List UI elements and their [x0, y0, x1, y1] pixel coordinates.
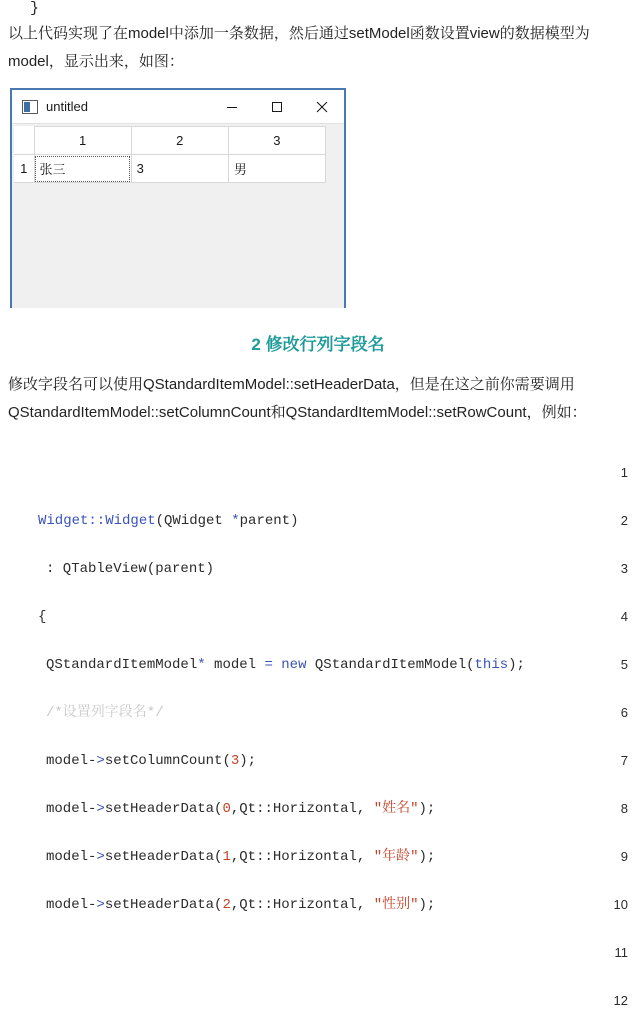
close-icon[interactable]: [299, 90, 344, 123]
qt-titlebar: [12, 90, 344, 124]
section-heading: 2 修改行列字段名: [251, 335, 385, 354]
column-header-2[interactable]: 2: [131, 127, 228, 155]
intro-paragraph: 以上代码实现了在model中添加一条数据，然后通过setModel函数设置view的数据模型为model，显示出来，如图：: [8, 25, 590, 70]
row-header-1[interactable]: 1: [14, 155, 34, 183]
column-header-1[interactable]: 1: [34, 127, 131, 155]
cell-r1c3[interactable]: 男: [228, 155, 325, 183]
line-number: 5: [620, 657, 628, 672]
line-number: 9: [620, 849, 628, 864]
code-line-1: [8, 449, 628, 497]
code-block: [8, 449, 628, 1008]
table-corner-cell[interactable]: [14, 127, 34, 155]
window-controls: [209, 90, 344, 123]
line-number: 6: [620, 705, 628, 720]
code-line-8: model->setHeaderData(0,Qt::Horizontal, "姓名");: [46, 801, 436, 817]
code-line-numbers: [594, 449, 628, 1025]
column-header-3[interactable]: 3: [228, 127, 325, 155]
cell-r1c1[interactable]: 张三: [34, 155, 131, 183]
line-number: 12: [613, 993, 628, 1008]
code-line-9: model->setHeaderData(1,Qt::Horizontal, "年龄");: [46, 849, 436, 865]
minimize-icon[interactable]: [209, 90, 254, 123]
code-line-7: model->setColumnCount(3);: [46, 753, 257, 769]
window-title: untitled: [46, 99, 88, 114]
code-line-4: {: [38, 609, 47, 625]
line-number: 10: [613, 897, 628, 912]
code-line-3: : QTableView(parent): [46, 561, 215, 577]
table-header-row: [14, 127, 326, 155]
code-lines[interactable]: [8, 449, 628, 977]
code-line-6: /*设置列字段名*/: [46, 705, 164, 721]
table-view[interactable]: [14, 126, 326, 183]
closing-brace: }: [30, 0, 40, 17]
line-number: 1: [620, 465, 628, 480]
code-line-5: QStandardItemModel* model = new QStandardItemModel(this);: [46, 657, 525, 673]
line-number: 2: [620, 513, 628, 528]
cell-r1c2[interactable]: 3: [131, 155, 228, 183]
app-icon: [22, 100, 38, 114]
table-row: [14, 155, 326, 183]
code-line-11: [8, 929, 628, 977]
section-paragraph: 修改字段名可以使用QStandardItemModel::setHeaderData，但是在这之前你需要调用QStandardItemModel::setColumnCount和QStandardItemModel::setRowCount，例如：: [8, 376, 587, 421]
line-number: 7: [620, 753, 628, 768]
qt-window-body: [12, 124, 344, 308]
line-number: 11: [614, 945, 628, 960]
code-line-2: Widget::Widget(QWidget *parent): [38, 513, 299, 529]
line-number: 3: [620, 561, 628, 576]
line-number: 8: [620, 801, 628, 816]
qt-window-screenshot: [10, 88, 346, 308]
code-line-10: model->setHeaderData(2,Qt::Horizontal, "性别");: [46, 897, 436, 913]
line-number: 4: [620, 609, 628, 624]
maximize-icon[interactable]: [254, 90, 299, 123]
